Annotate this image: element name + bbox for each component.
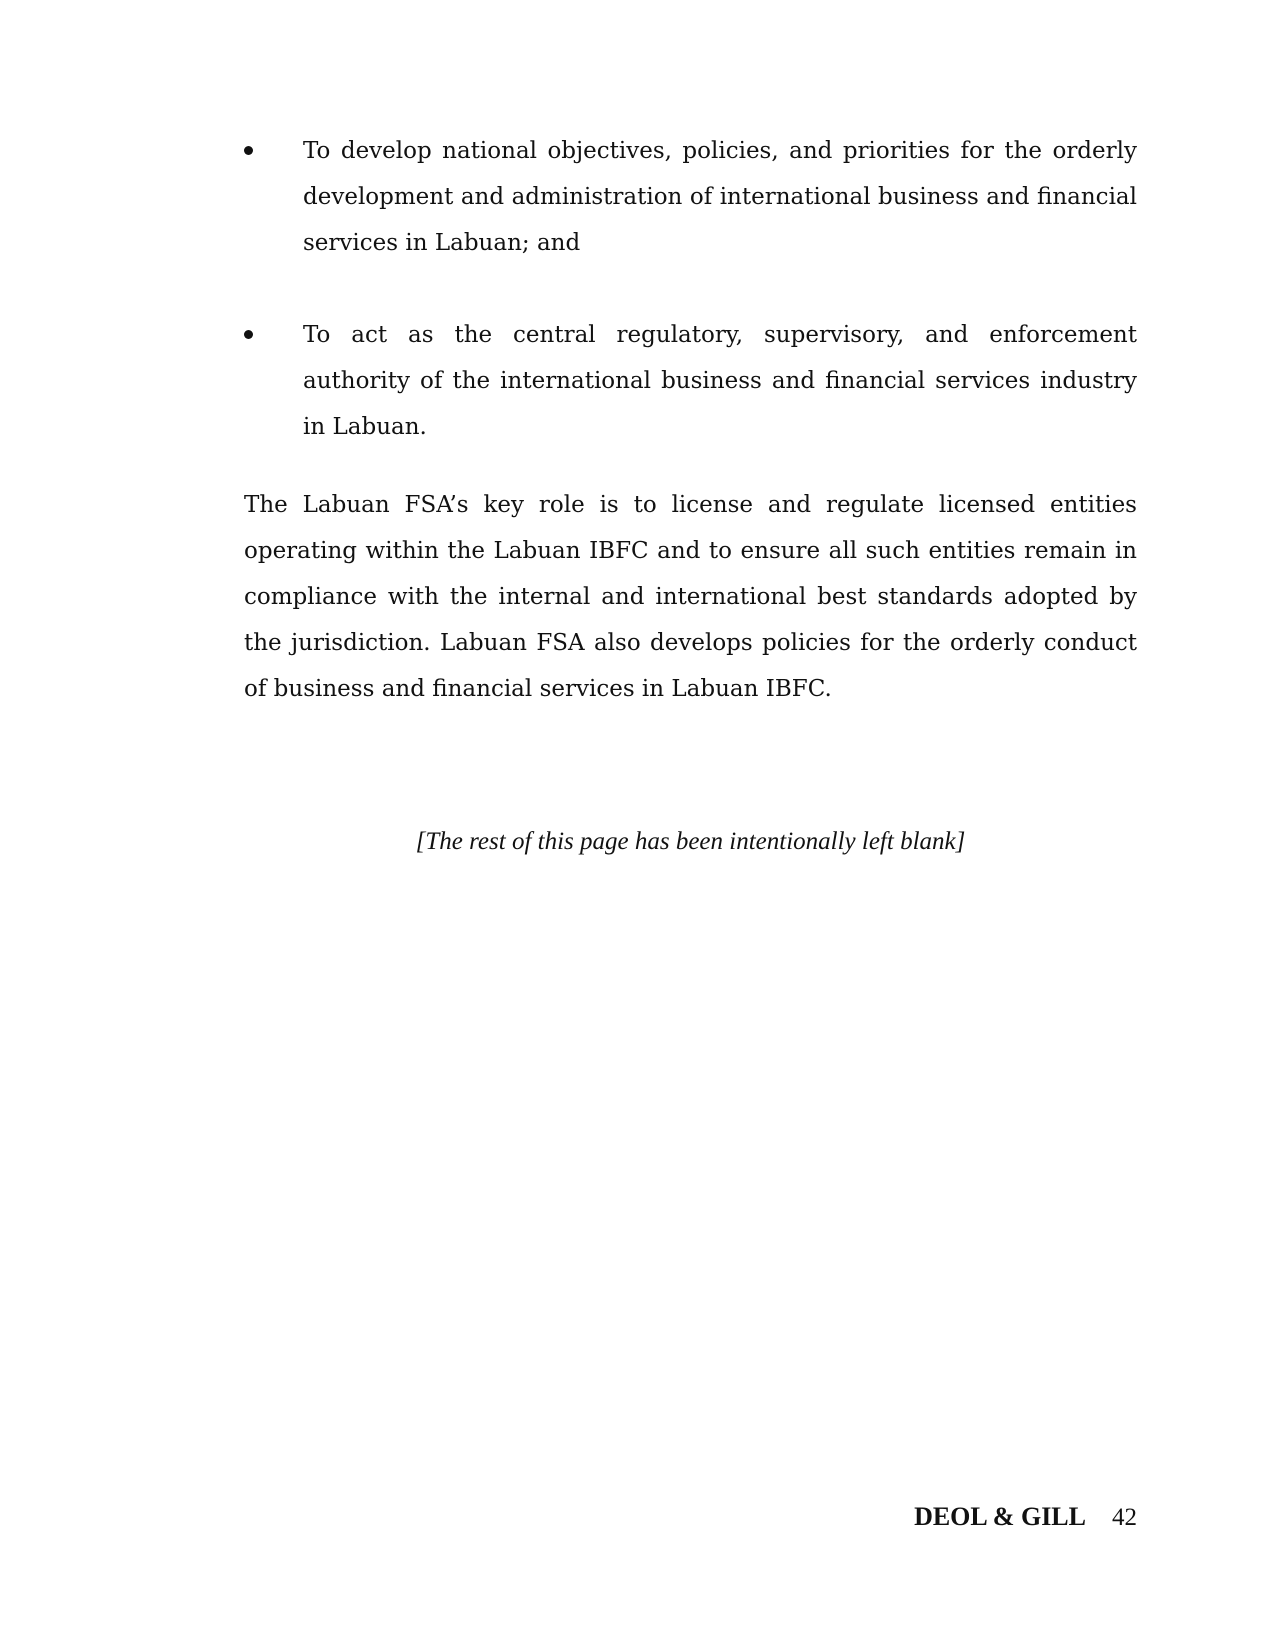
list-item	[244, 312, 1137, 450]
list-item	[244, 128, 1137, 266]
list-item-text: To develop national objectives, policies, and priorities for the orderly development and administration of international business and financial services in Labuan; and	[303, 138, 1137, 256]
page-footer	[914, 1502, 1137, 1532]
page-number: 42	[1112, 1504, 1137, 1531]
bullet-icon	[244, 146, 253, 155]
objectives-list	[244, 128, 1137, 450]
blank-page-note: [The rest of this page has been intentionally left blank]	[415, 828, 966, 855]
body-paragraph: The Labuan FSA’s key role is to license and regulate licensed entities operating within the Labuan IBFC and to ensure all such entities remain in compliance with the internal and international best standards adopted by the jurisdiction. Labuan FSA also develops policies for the orderly conduct of business and financial services in Labuan IBFC.	[244, 492, 1137, 702]
footer-brand: DEOL & GILL	[914, 1502, 1086, 1531]
list-item-text: To act as the central regulatory, supervisory, and enforcement authority of the international business and financial services industry in Labuan.	[303, 322, 1137, 440]
bullet-icon	[244, 330, 253, 339]
page-content	[244, 128, 1137, 712]
